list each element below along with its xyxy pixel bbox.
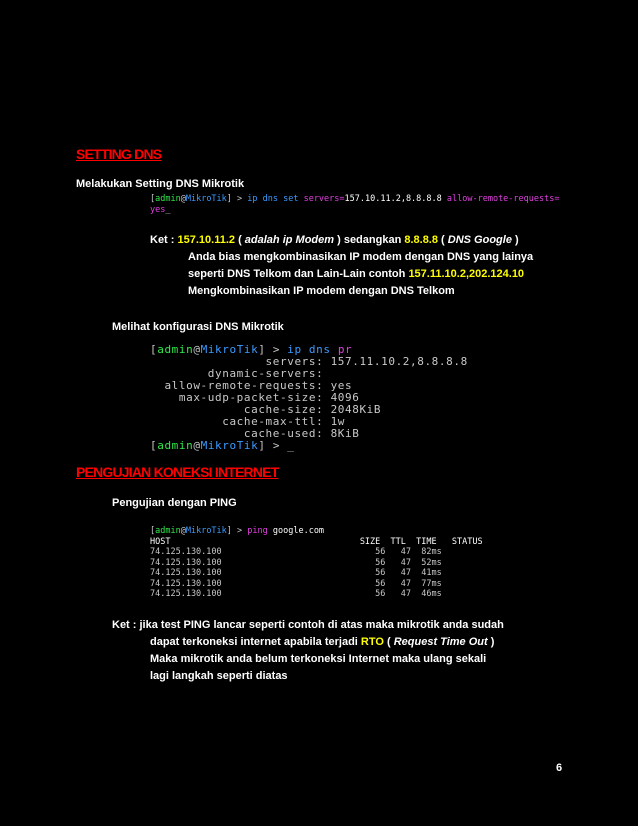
dns-row: cache-used: 8KiB bbox=[150, 427, 360, 440]
ping-row: 74.125.130.100 56 47 82ms bbox=[150, 547, 442, 557]
terminal-dns-set: [admin@MikroTik] > ip dns set servers=157.10.11.2,8.8.8.8 allow-remote-requests= yes_ bbox=[150, 194, 560, 215]
dns-row: allow-remote-requests: yes bbox=[150, 379, 353, 392]
terminal-ping: [admin@MikroTik] > ping google.com HOST SIZE TTL TIME STATUS 74.125.130.100 56 47 82ms 74.125.130.100 56 47 52ms 74.125.130.100 56 47 41ms 74.125.130.100 56 47 77ms 74.125.130.100 56 47 46ms bbox=[150, 526, 483, 599]
dns-row: servers: 157.11.10.2,8.8.8.8 bbox=[150, 355, 468, 368]
dns-row: max-udp-packet-size: 4096 bbox=[150, 391, 360, 404]
terminal-dns-print: [admin@MikroTik] > ip dns pr servers: 157.11.10.2,8.8.8.8 dynamic-servers: allow-remote-requests: yes max-udp-packet-size: 4096 cache-size: 2048KiB cache-max-ttl: 1w cache-used: 8KiB [admin@MikroTik] > _ bbox=[150, 343, 468, 452]
ping-header: HOST SIZE TTL TIME STATUS bbox=[150, 536, 483, 547]
dns-row: dynamic-servers: bbox=[150, 367, 324, 380]
subheading-dns-config: Melihat konfigurasi DNS Mikrotik bbox=[112, 321, 284, 333]
intro-text: Melakukan Setting DNS Mikrotik bbox=[76, 178, 245, 190]
page-number: 6 bbox=[556, 762, 563, 774]
dns-row: cache-max-ttl: 1w bbox=[150, 415, 346, 428]
section-title-setting-dns: SETTING DNS bbox=[76, 146, 162, 162]
ket2-line-3: Maka mikrotik anda belum terkoneksi Internet maka ulang sekali bbox=[150, 653, 487, 665]
ket2-line-2: dapat terkoneksi internet apabila terjadi RTO ( Request Time Out ) bbox=[150, 636, 495, 648]
ping-row: 74.125.130.100 56 47 52ms bbox=[150, 557, 442, 568]
ket-line-3: seperti DNS Telkom dan Lain-Lain contoh 157.11.10.2,202.124.10 bbox=[188, 268, 525, 280]
ping-row: 74.125.130.100 56 47 77ms bbox=[150, 578, 442, 589]
subheading-ping: Pengujian dengan PING bbox=[112, 497, 237, 509]
ket2-line-1: Ket : jika test PING lancar seperti contoh di atas maka mikrotik anda sudah bbox=[112, 619, 504, 631]
ket-line-2: Anda bias mengkombinasikan IP modem dengan DNS yang lainya bbox=[188, 251, 534, 263]
ping-row: 74.125.130.100 56 47 41ms bbox=[150, 568, 442, 578]
ket2-line-4: lagi langkah seperti diatas bbox=[150, 670, 288, 682]
ping-row: 74.125.130.100 56 47 46ms bbox=[150, 589, 442, 599]
ket-line-1: Ket : 157.10.11.2 ( adalah ip Modem ) sedangkan 8.8.8.8 ( DNS Google ) bbox=[150, 234, 519, 246]
section-title-pengujian: PENGUJIAN KONEKSI INTERNET bbox=[76, 464, 279, 480]
ket-line-4: Mengkombinasikan IP modem dengan DNS Telkom bbox=[188, 285, 455, 297]
dns-row: cache-size: 2048KiB bbox=[150, 403, 382, 416]
